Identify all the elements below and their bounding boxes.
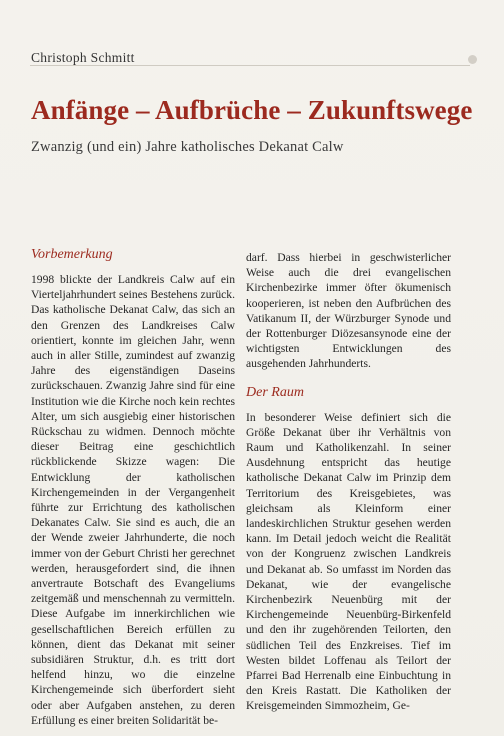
paragraph-vorbemerkung: 1998 blickte der Landkreis Calw auf ein Vierteljahrhundert seines Bestehens zurück. Das katholische Dekanat Calw, das sich an den Grenzen des Landkreises Calw orientiert, konnte im gleichen Jahr, wenn auch in aller Stille, zumindest auf zwanzig Jahre des eigenständigen Daseins zurückschauen. Zwanzig Jahre sind für eine Institution wie die Kirche noch kein rechtes Alter, um sich ausgiebig einer historischen Rückschau zu widmen. Dennoch möchte dieser Beitrag eine geschichtlich rückblickende Skizze wagen: Die Entwicklung der katholischen Kirchengemeinden in der Vergangenheit führte zur Errichtung des katholischen Dekanates Calw. Sie sind es auch, die an der Wende zweier Jahrhunderte, die noch immer von der Geburt Christi her gerechnet werden, herausgefordert sind, die ihnen anvertraute Botschaft des Evangeliums zeitgemäß und menschennah zu vermitteln. Diese Aufgabe im innerkirchlichen wie gesellschaftlichen Bereich erfüllen zu können, dient das Dekanat mit seiner subsidiären Struktur, d.h. es tritt dort helfend hinzu, wo die einzelne Kirchengemeinde sich überfordert sieht oder aber Aufgaben anstehen, zu deren Erfüllung es einer breiten Solidarität be- [31, 273, 235, 727]
article-subtitle: Zwanzig (und ein) Jahre katholisches Dekanat Calw [31, 139, 344, 155]
paragraph-continuation: darf. Dass hierbei in geschwisterlicher Weise auch die drei evangelischen Kirchenbezirke immer öfter ökumenisch kooperieren, ist neben den Aufbrüchen des Vatikanum II, der Würzburger Synode und der Rottenburger Diözesansynode eine der wichtigsten Entwicklungen des ausgehenden Jahrhunderts. [246, 251, 451, 371]
left-column [31, 246, 235, 728]
header-divider [30, 65, 470, 66]
section-heading-vorbemerkung: Vorbemerkung [31, 247, 113, 262]
right-column [246, 250, 451, 714]
paragraph-der-raum: In besonderer Weise definiert sich die Größe Dekanat über ihr Verhältnis von Raum und Katholikenzahl. In seiner Ausdehnung entspricht das heutige katholische Dekanat Calw im Prinzip dem Territorium des Kreisgebietes, was gleichsam als Kleinform einer landeskirchlichen Struktur gesehen werden kann. Im Detail jedoch weicht die Realität von der Kongruenz zwischen Landkreis und Dekanat ab. So umfasst im Norden das Dekanat, wie der evangelische Kirchenbezirk Neuenbürg mit der Kirchengemeinde Neuenbürg-Birkenfeld und den ihr zugehörenden Teilorten, den südlichen Teil des Enzkreises. Tief im Westen bildet Loffenau als Teilort der Pfarrei Bad Herrenalb eine Einbuchtung in den Kreis Rastatt. Die Katholiken der Kreisgemeinden Simmozheim, Ge- [246, 410, 451, 713]
section-heading-der-raum: Der Raum [246, 384, 304, 400]
author-name: Christoph Schmitt [31, 50, 135, 65]
article-title: Anfänge – Aufbrüche – Zukunftswege [31, 95, 473, 125]
header-mark [468, 55, 477, 64]
